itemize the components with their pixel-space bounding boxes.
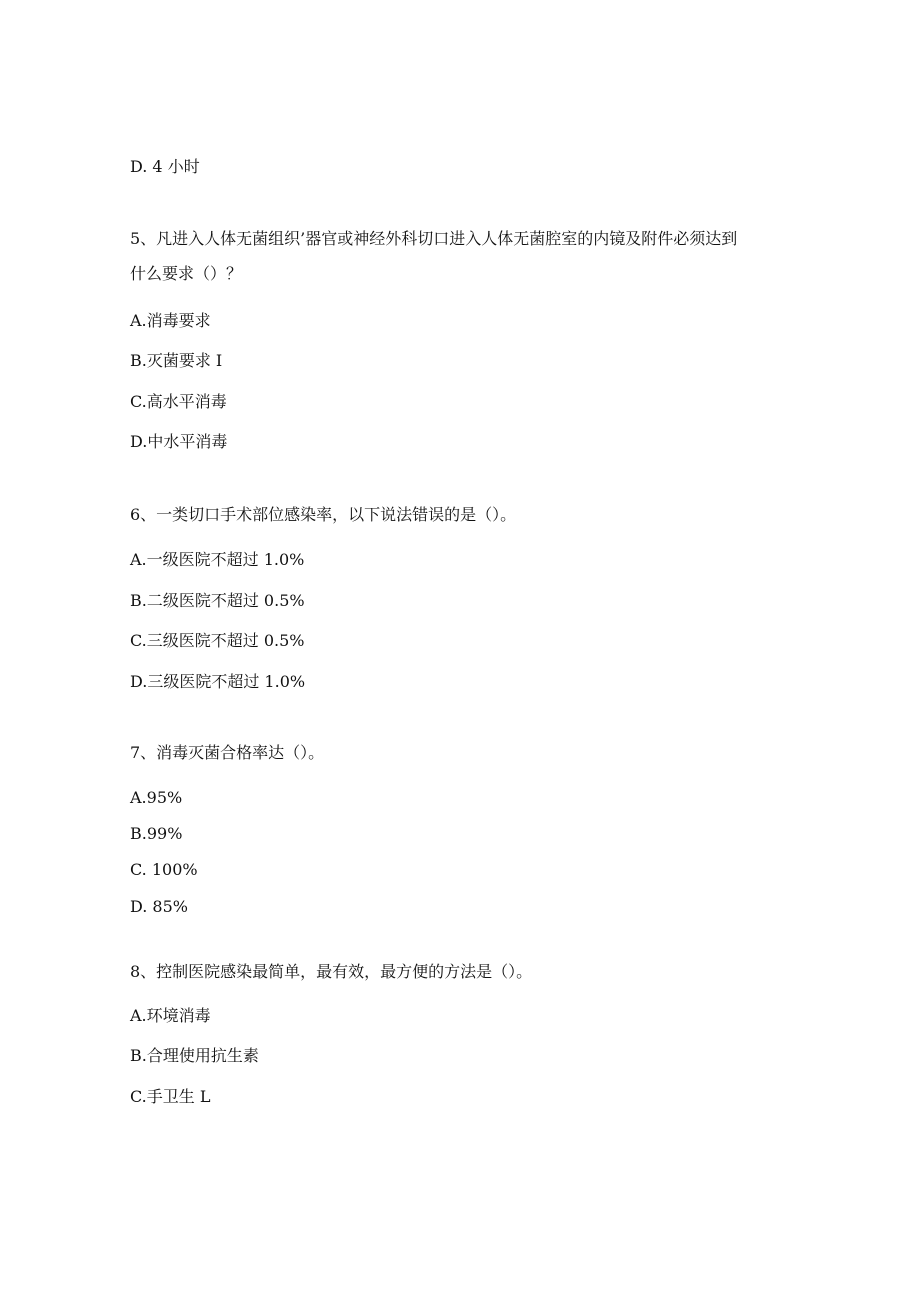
- q5-option-c: C.高水平消毒: [130, 392, 227, 411]
- q7-option-d: D. 85%: [130, 897, 188, 916]
- q5-stem-line1: 5、凡进入人体无菌组织’器官或神经外科切口进入人体无菌腔室的内镜及附件必须达到: [130, 229, 738, 248]
- q6-option-b: B.二级医院不超过 0.5%: [130, 591, 305, 610]
- q8-option-a: A.环境消毒: [130, 1006, 211, 1025]
- q6-option-d: D.三级医院不超过 1.0%: [130, 672, 306, 691]
- q8-stem: 8、控制医院感染最简单，最有效，最方便的方法是（）。: [130, 962, 533, 981]
- q7-option-c: C. 100%: [130, 860, 198, 879]
- q7-option-b: B.99%: [130, 824, 183, 843]
- q8-option-b: B.合理使用抗生素: [130, 1046, 259, 1065]
- q4-option-d: D. 4 小时: [130, 157, 200, 176]
- q7-stem: 7、消毒灭菌合格率达（）。: [130, 743, 325, 762]
- q6-stem: 6、一类切口手术部位感染率，以下说法错误的是（）。: [130, 505, 517, 524]
- q5-option-a: A.消毒要求: [130, 311, 211, 330]
- q5-option-d: D.中水平消毒: [130, 432, 228, 451]
- q6-option-c: C.三级医院不超过 0.5%: [130, 631, 305, 650]
- q7-option-a: A.95%: [130, 788, 183, 807]
- q6-option-a: A.一级医院不超过 1.0%: [130, 550, 305, 569]
- q5-stem-line2: 什么要求（）？: [130, 264, 243, 283]
- q5-option-b: B.灭菌要求 I: [130, 351, 223, 370]
- q8-option-c: C.手卫生 L: [130, 1087, 211, 1106]
